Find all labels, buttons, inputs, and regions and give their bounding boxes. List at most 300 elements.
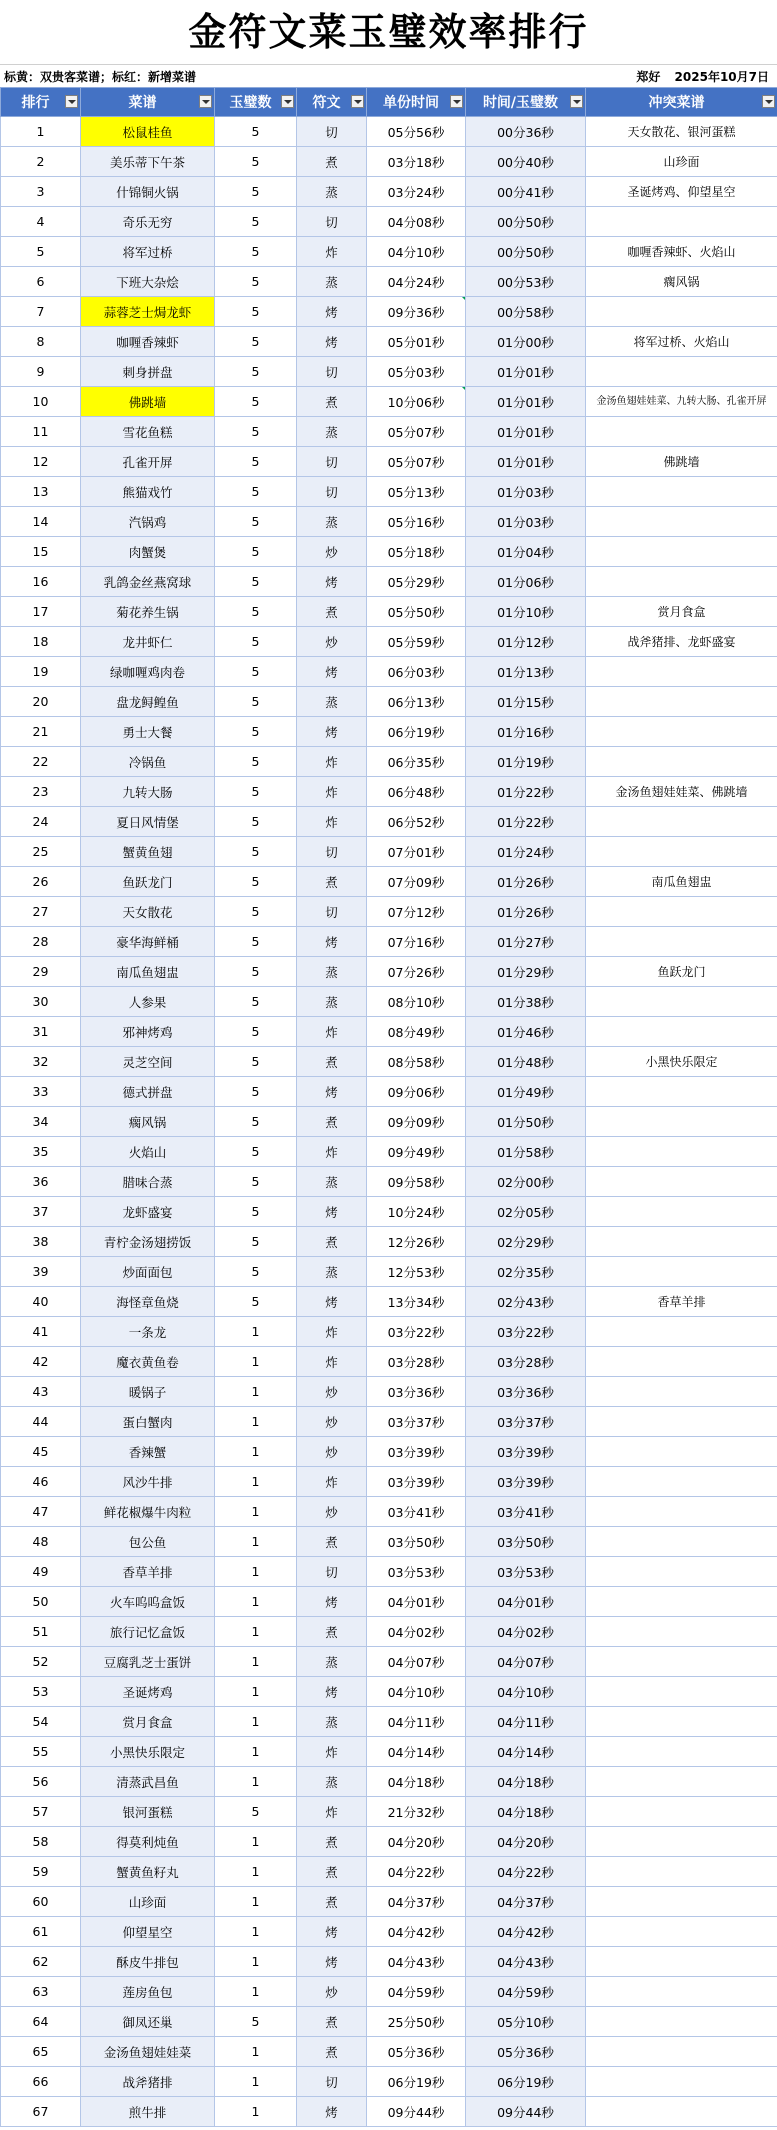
time-cell[interactable]: 06分03秒 (367, 657, 466, 687)
rank-cell[interactable]: 40 (1, 1287, 81, 1317)
conflict-cell[interactable] (586, 717, 777, 747)
rank-cell[interactable]: 56 (1, 1767, 81, 1797)
rune-cell[interactable]: 蒸 (297, 1167, 367, 1197)
time-per-jade-cell[interactable]: 04分07秒 (466, 1647, 586, 1677)
rune-cell[interactable]: 烤 (297, 1677, 367, 1707)
recipe-cell[interactable]: 乳鸽金丝燕窝球 (81, 567, 215, 597)
conflict-cell[interactable] (586, 507, 777, 537)
rune-cell[interactable]: 炸 (297, 747, 367, 777)
jade-cell[interactable]: 5 (215, 207, 297, 237)
conflict-cell[interactable] (586, 357, 777, 387)
recipe-cell[interactable]: 包公鱼 (81, 1527, 215, 1557)
rune-cell[interactable]: 炒 (297, 627, 367, 657)
jade-cell[interactable]: 5 (215, 327, 297, 357)
rank-cell[interactable]: 26 (1, 867, 81, 897)
conflict-cell[interactable] (586, 657, 777, 687)
jade-cell[interactable]: 5 (215, 747, 297, 777)
time-cell[interactable]: 04分02秒 (367, 1617, 466, 1647)
time-per-jade-cell[interactable]: 01分13秒 (466, 657, 586, 687)
rune-cell[interactable]: 蒸 (297, 687, 367, 717)
time-cell[interactable]: 05分18秒 (367, 537, 466, 567)
rank-cell[interactable]: 14 (1, 507, 81, 537)
time-per-jade-cell[interactable]: 03分39秒 (466, 1437, 586, 1467)
conflict-cell[interactable]: 金汤鱼翅娃娃菜、佛跳墙 (586, 777, 777, 807)
jade-cell[interactable]: 1 (215, 1347, 297, 1377)
rune-cell[interactable]: 切 (297, 837, 367, 867)
recipe-cell[interactable]: 汽锅鸡 (81, 507, 215, 537)
time-cell[interactable]: 09分58秒 (367, 1167, 466, 1197)
jade-cell[interactable]: 5 (215, 177, 297, 207)
time-per-jade-cell[interactable]: 00分50秒 (466, 207, 586, 237)
jade-cell[interactable]: 5 (215, 1077, 297, 1107)
conflict-cell[interactable] (586, 1857, 777, 1887)
rune-cell[interactable]: 烤 (297, 717, 367, 747)
rank-cell[interactable]: 1 (1, 117, 81, 147)
recipe-cell[interactable]: 青柠金汤翅捞饭 (81, 1227, 215, 1257)
recipe-cell[interactable]: 熊猫戏竹 (81, 477, 215, 507)
time-per-jade-cell[interactable]: 02分43秒 (466, 1287, 586, 1317)
jade-cell[interactable]: 5 (215, 597, 297, 627)
time-per-jade-cell[interactable]: 01分19秒 (466, 747, 586, 777)
time-cell[interactable]: 04分10秒 (367, 1677, 466, 1707)
rune-cell[interactable]: 烤 (297, 1917, 367, 1947)
time-cell[interactable]: 09分49秒 (367, 1137, 466, 1167)
recipe-cell[interactable]: 德式拼盘 (81, 1077, 215, 1107)
conflict-cell[interactable] (586, 1137, 777, 1167)
rank-cell[interactable]: 13 (1, 477, 81, 507)
time-cell[interactable]: 04分18秒 (367, 1767, 466, 1797)
jade-cell[interactable]: 5 (215, 447, 297, 477)
time-cell[interactable]: 05分29秒 (367, 567, 466, 597)
rune-cell[interactable]: 烤 (297, 927, 367, 957)
jade-cell[interactable]: 5 (215, 657, 297, 687)
time-cell[interactable]: 04分20秒 (367, 1827, 466, 1857)
recipe-cell[interactable]: 松鼠桂鱼 (81, 117, 215, 147)
jade-cell[interactable]: 5 (215, 1167, 297, 1197)
conflict-cell[interactable] (586, 837, 777, 867)
rank-cell[interactable]: 32 (1, 1047, 81, 1077)
jade-cell[interactable]: 5 (215, 1797, 297, 1827)
rune-cell[interactable]: 烤 (297, 1587, 367, 1617)
jade-cell[interactable]: 1 (215, 1707, 297, 1737)
time-cell[interactable]: 12分53秒 (367, 1257, 466, 1287)
rank-cell[interactable]: 25 (1, 837, 81, 867)
conflict-cell[interactable] (586, 1227, 777, 1257)
time-per-jade-cell[interactable]: 02分29秒 (466, 1227, 586, 1257)
time-cell[interactable]: 10分06秒 (367, 387, 466, 417)
rank-cell[interactable]: 62 (1, 1947, 81, 1977)
recipe-cell[interactable]: 旅行记忆盒饭 (81, 1617, 215, 1647)
conflict-cell[interactable] (586, 1737, 777, 1767)
time-cell[interactable]: 04分22秒 (367, 1857, 466, 1887)
time-cell[interactable]: 07分12秒 (367, 897, 466, 927)
conflict-cell[interactable] (586, 1317, 777, 1347)
time-cell[interactable]: 05分03秒 (367, 357, 466, 387)
rank-cell[interactable]: 18 (1, 627, 81, 657)
rune-cell[interactable]: 蒸 (297, 417, 367, 447)
rank-cell[interactable]: 65 (1, 2037, 81, 2067)
conflict-cell[interactable] (586, 1557, 777, 1587)
time-cell[interactable]: 03分36秒 (367, 1377, 466, 1407)
time-per-jade-cell[interactable]: 01分22秒 (466, 807, 586, 837)
recipe-cell[interactable]: 咖喱香辣虾 (81, 327, 215, 357)
time-cell[interactable]: 05分56秒 (367, 117, 466, 147)
rank-cell[interactable]: 63 (1, 1977, 81, 2007)
rank-cell[interactable]: 2 (1, 147, 81, 177)
jade-cell[interactable]: 1 (215, 1467, 297, 1497)
recipe-cell[interactable]: 战斧猪排 (81, 2067, 215, 2097)
rank-cell[interactable]: 7 (1, 297, 81, 327)
jade-cell[interactable]: 5 (215, 687, 297, 717)
time-cell[interactable]: 04分10秒 (367, 237, 466, 267)
jade-cell[interactable]: 5 (215, 897, 297, 927)
time-per-jade-cell[interactable]: 01分16秒 (466, 717, 586, 747)
conflict-cell[interactable] (586, 1347, 777, 1377)
rank-cell[interactable]: 59 (1, 1857, 81, 1887)
jade-cell[interactable]: 5 (215, 477, 297, 507)
time-cell[interactable]: 04分59秒 (367, 1977, 466, 2007)
recipe-cell[interactable]: 奇乐无穷 (81, 207, 215, 237)
rune-cell[interactable]: 烤 (297, 1077, 367, 1107)
rank-cell[interactable]: 67 (1, 2097, 81, 2127)
rank-cell[interactable]: 4 (1, 207, 81, 237)
recipe-cell[interactable]: 蟹黄鱼籽丸 (81, 1857, 215, 1887)
time-per-jade-cell[interactable]: 00分53秒 (466, 267, 586, 297)
rank-cell[interactable]: 45 (1, 1437, 81, 1467)
rank-cell[interactable]: 29 (1, 957, 81, 987)
rune-cell[interactable]: 炸 (297, 237, 367, 267)
rune-cell[interactable]: 煮 (297, 2037, 367, 2067)
rank-cell[interactable]: 23 (1, 777, 81, 807)
recipe-cell[interactable]: 龙井虾仁 (81, 627, 215, 657)
recipe-cell[interactable]: 蟹黄鱼翅 (81, 837, 215, 867)
rune-cell[interactable]: 炸 (297, 1797, 367, 1827)
recipe-cell[interactable]: 勇士大餐 (81, 717, 215, 747)
rune-cell[interactable]: 切 (297, 207, 367, 237)
conflict-cell[interactable] (586, 1467, 777, 1497)
time-per-jade-cell[interactable]: 02分35秒 (466, 1257, 586, 1287)
rank-cell[interactable]: 34 (1, 1107, 81, 1137)
conflict-cell[interactable] (586, 987, 777, 1017)
time-per-jade-cell[interactable]: 04分11秒 (466, 1707, 586, 1737)
time-per-jade-cell[interactable]: 01分50秒 (466, 1107, 586, 1137)
time-per-jade-cell[interactable]: 01分58秒 (466, 1137, 586, 1167)
jade-cell[interactable]: 1 (215, 1587, 297, 1617)
filter-dropdown-icon[interactable] (281, 95, 294, 108)
time-cell[interactable]: 05分13秒 (367, 477, 466, 507)
conflict-cell[interactable]: 金汤鱼翅娃娃菜、九转大肠、孔雀开屏 (586, 387, 777, 417)
jade-cell[interactable]: 1 (215, 2067, 297, 2097)
rune-cell[interactable]: 炸 (297, 1737, 367, 1767)
conflict-cell[interactable] (586, 417, 777, 447)
jade-cell[interactable]: 1 (215, 2097, 297, 2127)
conflict-cell[interactable] (586, 1257, 777, 1287)
rank-cell[interactable]: 54 (1, 1707, 81, 1737)
conflict-cell[interactable] (586, 2067, 777, 2097)
time-per-jade-cell[interactable]: 01分15秒 (466, 687, 586, 717)
rune-cell[interactable]: 烤 (297, 2097, 367, 2127)
rank-cell[interactable]: 27 (1, 897, 81, 927)
rune-cell[interactable]: 切 (297, 357, 367, 387)
conflict-cell[interactable] (586, 1767, 777, 1797)
conflict-cell[interactable] (586, 1947, 777, 1977)
conflict-cell[interactable]: 南瓜鱼翅盅 (586, 867, 777, 897)
conflict-cell[interactable] (586, 1167, 777, 1197)
rank-cell[interactable]: 53 (1, 1677, 81, 1707)
conflict-cell[interactable] (586, 897, 777, 927)
rank-cell[interactable]: 33 (1, 1077, 81, 1107)
time-cell[interactable]: 04分42秒 (367, 1917, 466, 1947)
time-per-jade-cell[interactable]: 00分40秒 (466, 147, 586, 177)
rune-cell[interactable]: 炒 (297, 1407, 367, 1437)
jade-cell[interactable]: 1 (215, 1557, 297, 1587)
conflict-cell[interactable] (586, 2007, 777, 2037)
time-cell[interactable]: 05分50秒 (367, 597, 466, 627)
time-cell[interactable]: 12分26秒 (367, 1227, 466, 1257)
jade-cell[interactable]: 5 (215, 417, 297, 447)
rank-cell[interactable]: 48 (1, 1527, 81, 1557)
rank-cell[interactable]: 9 (1, 357, 81, 387)
time-per-jade-cell[interactable]: 04分20秒 (466, 1827, 586, 1857)
recipe-cell[interactable]: 金汤鱼翅娃娃菜 (81, 2037, 215, 2067)
recipe-cell[interactable]: 风沙牛排 (81, 1467, 215, 1497)
time-per-jade-cell[interactable]: 00分36秒 (466, 117, 586, 147)
time-per-jade-cell[interactable]: 01分27秒 (466, 927, 586, 957)
conflict-cell[interactable] (586, 207, 777, 237)
filter-dropdown-icon[interactable] (65, 95, 78, 108)
rank-cell[interactable]: 66 (1, 2067, 81, 2097)
rune-cell[interactable]: 切 (297, 1557, 367, 1587)
time-cell[interactable]: 03分24秒 (367, 177, 466, 207)
rank-cell[interactable]: 50 (1, 1587, 81, 1617)
time-per-jade-cell[interactable]: 04分18秒 (466, 1797, 586, 1827)
time-cell[interactable]: 03分18秒 (367, 147, 466, 177)
rune-cell[interactable]: 炸 (297, 1137, 367, 1167)
rune-cell[interactable]: 烤 (297, 567, 367, 597)
jade-cell[interactable]: 1 (215, 1917, 297, 1947)
time-cell[interactable]: 04分01秒 (367, 1587, 466, 1617)
time-cell[interactable]: 09分06秒 (367, 1077, 466, 1107)
recipe-cell[interactable]: 山珍面 (81, 1887, 215, 1917)
time-per-jade-cell[interactable]: 04分14秒 (466, 1737, 586, 1767)
time-cell[interactable]: 04分14秒 (367, 1737, 466, 1767)
jade-cell[interactable]: 5 (215, 1257, 297, 1287)
time-per-jade-cell[interactable]: 03分39秒 (466, 1467, 586, 1497)
conflict-cell[interactable] (586, 1587, 777, 1617)
rank-cell[interactable]: 22 (1, 747, 81, 777)
rank-cell[interactable]: 21 (1, 717, 81, 747)
time-cell[interactable]: 03分39秒 (367, 1437, 466, 1467)
time-per-jade-cell[interactable]: 01分26秒 (466, 867, 586, 897)
jade-cell[interactable]: 5 (215, 387, 297, 417)
recipe-cell[interactable]: 菊花养生锅 (81, 597, 215, 627)
time-per-jade-cell[interactable]: 04分42秒 (466, 1917, 586, 1947)
rune-cell[interactable]: 切 (297, 477, 367, 507)
jade-cell[interactable]: 1 (215, 1497, 297, 1527)
recipe-cell[interactable]: 鱼跃龙门 (81, 867, 215, 897)
rank-cell[interactable]: 46 (1, 1467, 81, 1497)
rune-cell[interactable]: 煮 (297, 1827, 367, 1857)
time-cell[interactable]: 03分28秒 (367, 1347, 466, 1377)
time-cell[interactable]: 21分32秒 (367, 1797, 466, 1827)
rune-cell[interactable]: 切 (297, 447, 367, 477)
jade-cell[interactable]: 5 (215, 147, 297, 177)
conflict-cell[interactable] (586, 1677, 777, 1707)
recipe-cell[interactable]: 香草羊排 (81, 1557, 215, 1587)
time-per-jade-cell[interactable]: 00分50秒 (466, 237, 586, 267)
jade-cell[interactable]: 1 (215, 1407, 297, 1437)
recipe-cell[interactable]: 煎牛排 (81, 2097, 215, 2127)
conflict-cell[interactable] (586, 1497, 777, 1527)
time-per-jade-cell[interactable]: 05分10秒 (466, 2007, 586, 2037)
rank-cell[interactable]: 19 (1, 657, 81, 687)
time-cell[interactable]: 05分07秒 (367, 447, 466, 477)
time-per-jade-cell[interactable]: 01分01秒 (466, 357, 586, 387)
time-per-jade-cell[interactable]: 01分12秒 (466, 627, 586, 657)
rank-cell[interactable]: 64 (1, 2007, 81, 2037)
time-per-jade-cell[interactable]: 03分22秒 (466, 1317, 586, 1347)
recipe-cell[interactable]: 一条龙 (81, 1317, 215, 1347)
rune-cell[interactable]: 蒸 (297, 1707, 367, 1737)
time-cell[interactable]: 05分59秒 (367, 627, 466, 657)
time-per-jade-cell[interactable]: 01分03秒 (466, 477, 586, 507)
rank-cell[interactable]: 42 (1, 1347, 81, 1377)
rank-cell[interactable]: 12 (1, 447, 81, 477)
recipe-cell[interactable]: 邪神烤鸡 (81, 1017, 215, 1047)
rank-cell[interactable]: 38 (1, 1227, 81, 1257)
time-cell[interactable]: 09分09秒 (367, 1107, 466, 1137)
recipe-cell[interactable]: 仰望星空 (81, 1917, 215, 1947)
recipe-cell[interactable]: 香辣蟹 (81, 1437, 215, 1467)
jade-cell[interactable]: 5 (215, 627, 297, 657)
recipe-cell[interactable]: 御凤还巢 (81, 2007, 215, 2037)
jade-cell[interactable]: 1 (215, 1767, 297, 1797)
jade-cell[interactable]: 5 (215, 957, 297, 987)
time-cell[interactable]: 07分01秒 (367, 837, 466, 867)
recipe-cell[interactable]: 银河蛋糕 (81, 1797, 215, 1827)
jade-cell[interactable]: 5 (215, 1227, 297, 1257)
time-cell[interactable]: 03分53秒 (367, 1557, 466, 1587)
rune-cell[interactable]: 煮 (297, 597, 367, 627)
jade-cell[interactable]: 1 (215, 1977, 297, 2007)
rank-cell[interactable]: 15 (1, 537, 81, 567)
time-per-jade-cell[interactable]: 01分38秒 (466, 987, 586, 1017)
time-cell[interactable]: 03分39秒 (367, 1467, 466, 1497)
time-cell[interactable]: 07分16秒 (367, 927, 466, 957)
time-per-jade-cell[interactable]: 04分18秒 (466, 1767, 586, 1797)
time-per-jade-cell[interactable]: 04分02秒 (466, 1617, 586, 1647)
time-cell[interactable]: 05分36秒 (367, 2037, 466, 2067)
time-cell[interactable]: 06分48秒 (367, 777, 466, 807)
rune-cell[interactable]: 炸 (297, 807, 367, 837)
rank-cell[interactable]: 36 (1, 1167, 81, 1197)
jade-cell[interactable]: 5 (215, 1197, 297, 1227)
jade-cell[interactable]: 1 (215, 1647, 297, 1677)
rune-cell[interactable]: 蒸 (297, 1647, 367, 1677)
jade-cell[interactable]: 5 (215, 267, 297, 297)
time-cell[interactable]: 03分50秒 (367, 1527, 466, 1557)
rank-cell[interactable]: 47 (1, 1497, 81, 1527)
recipe-cell[interactable]: 绿咖喱鸡肉卷 (81, 657, 215, 687)
time-per-jade-cell[interactable]: 03分53秒 (466, 1557, 586, 1587)
recipe-cell[interactable]: 得莫利炖鱼 (81, 1827, 215, 1857)
filter-dropdown-icon[interactable] (570, 95, 583, 108)
time-cell[interactable]: 06分52秒 (367, 807, 466, 837)
conflict-cell[interactable]: 瘸风锅 (586, 267, 777, 297)
conflict-cell[interactable] (586, 1647, 777, 1677)
rune-cell[interactable]: 蒸 (297, 1767, 367, 1797)
time-cell[interactable]: 04分37秒 (367, 1887, 466, 1917)
jade-cell[interactable]: 1 (215, 1527, 297, 1557)
jade-cell[interactable]: 5 (215, 507, 297, 537)
recipe-cell[interactable]: 炒面面包 (81, 1257, 215, 1287)
time-per-jade-cell[interactable]: 01分46秒 (466, 1017, 586, 1047)
recipe-cell[interactable]: 夏日风情堡 (81, 807, 215, 837)
conflict-cell[interactable] (586, 687, 777, 717)
recipe-cell[interactable]: 圣诞烤鸡 (81, 1677, 215, 1707)
recipe-cell[interactable]: 清蒸武昌鱼 (81, 1767, 215, 1797)
time-cell[interactable]: 04分07秒 (367, 1647, 466, 1677)
conflict-cell[interactable] (586, 2037, 777, 2067)
recipe-cell[interactable]: 小黑快乐限定 (81, 1737, 215, 1767)
rank-cell[interactable]: 37 (1, 1197, 81, 1227)
jade-cell[interactable]: 5 (215, 117, 297, 147)
rune-cell[interactable]: 烤 (297, 1947, 367, 1977)
time-per-jade-cell[interactable]: 01分01秒 (466, 417, 586, 447)
time-cell[interactable]: 04分24秒 (367, 267, 466, 297)
conflict-cell[interactable] (586, 1437, 777, 1467)
time-cell[interactable]: 09分44秒 (367, 2097, 466, 2127)
rune-cell[interactable]: 煮 (297, 1227, 367, 1257)
conflict-cell[interactable] (586, 807, 777, 837)
recipe-cell[interactable]: 雪花鱼糕 (81, 417, 215, 447)
conflict-cell[interactable] (586, 1827, 777, 1857)
rune-cell[interactable]: 烤 (297, 327, 367, 357)
rune-cell[interactable]: 蒸 (297, 987, 367, 1017)
conflict-cell[interactable] (586, 1977, 777, 2007)
rune-cell[interactable]: 炸 (297, 1317, 367, 1347)
jade-cell[interactable]: 1 (215, 1947, 297, 1977)
time-cell[interactable]: 06分35秒 (367, 747, 466, 777)
rank-cell[interactable]: 8 (1, 327, 81, 357)
rune-cell[interactable]: 炸 (297, 1347, 367, 1377)
jade-cell[interactable]: 1 (215, 1377, 297, 1407)
filter-dropdown-icon[interactable] (762, 95, 775, 108)
time-per-jade-cell[interactable]: 00分41秒 (466, 177, 586, 207)
time-cell[interactable]: 04分08秒 (367, 207, 466, 237)
rank-cell[interactable]: 43 (1, 1377, 81, 1407)
recipe-cell[interactable]: 魔衣黄鱼卷 (81, 1347, 215, 1377)
rune-cell[interactable]: 烤 (297, 1287, 367, 1317)
time-cell[interactable]: 04分11秒 (367, 1707, 466, 1737)
conflict-cell[interactable] (586, 1527, 777, 1557)
time-cell[interactable]: 08分58秒 (367, 1047, 466, 1077)
rank-cell[interactable]: 39 (1, 1257, 81, 1287)
time-per-jade-cell[interactable]: 03分37秒 (466, 1407, 586, 1437)
time-per-jade-cell[interactable]: 03分28秒 (466, 1347, 586, 1377)
conflict-cell[interactable] (586, 1917, 777, 1947)
rune-cell[interactable]: 蒸 (297, 507, 367, 537)
recipe-cell[interactable]: 火焰山 (81, 1137, 215, 1167)
recipe-cell[interactable]: 什锦铜火锅 (81, 177, 215, 207)
rune-cell[interactable]: 蒸 (297, 1257, 367, 1287)
conflict-cell[interactable] (586, 747, 777, 777)
recipe-cell[interactable]: 冷锅鱼 (81, 747, 215, 777)
time-per-jade-cell[interactable]: 04分01秒 (466, 1587, 586, 1617)
rune-cell[interactable]: 烤 (297, 297, 367, 327)
rank-cell[interactable]: 49 (1, 1557, 81, 1587)
jade-cell[interactable]: 5 (215, 357, 297, 387)
